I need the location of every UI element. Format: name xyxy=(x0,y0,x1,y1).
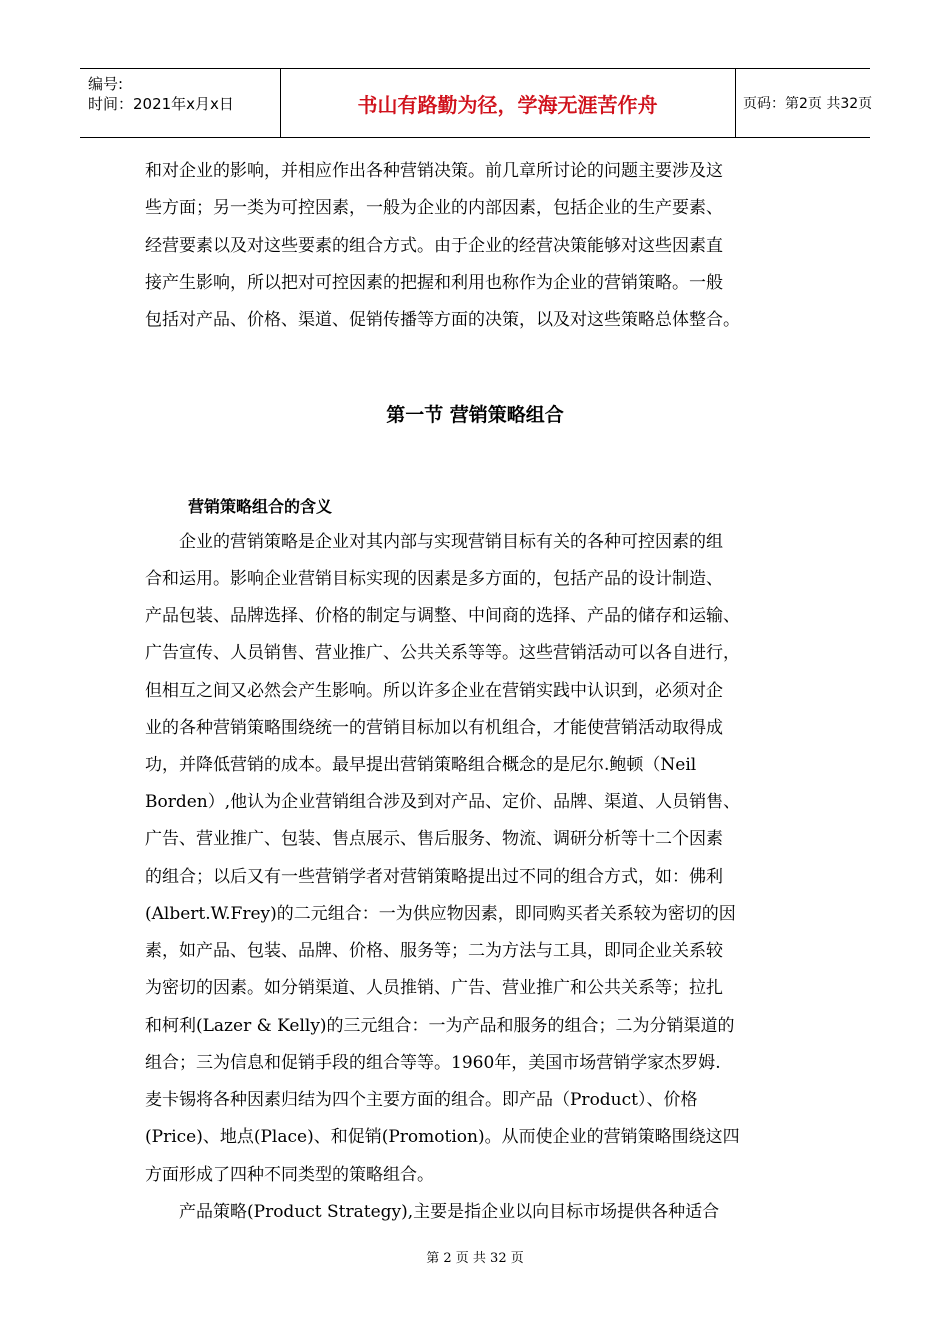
document-time-label: 时间：2021年x月x日 xyxy=(88,95,234,113)
body-line: 合和运用。影响企业营销目标实现的因素是多方面的，包括产品的设计制造、 xyxy=(145,569,723,589)
intro-line: 和对企业的影响，并相应作出各种营销决策。前几章所讨论的问题主要涉及这 xyxy=(145,161,723,181)
body-line: 的组合；以后又有一些营销学者对营销策略提出过不同的组合方式，如：佛利 xyxy=(145,867,723,887)
body-line: 方面形成了四种不同类型的策略组合。 xyxy=(145,1165,434,1185)
body-line: Borden）,他认为企业营销组合涉及到对产品、定价、品牌、渠道、人员销售、 xyxy=(145,792,741,812)
body-line: 产品包装、品牌选择、价格的制定与调整、中间商的选择、产品的储存和运输、 xyxy=(145,606,740,626)
subheading: 营销策略组合的含义 xyxy=(188,497,333,516)
body-line: 企业的营销策略是企业对其内部与实现营销目标有关的各种可控因素的组 xyxy=(145,532,723,552)
intro-line: 些方面；另一类为可控因素，一般为企业的内部因素，包括企业的生产要素、 xyxy=(145,198,723,218)
intro-line: 包括对产品、价格、渠道、促销传播等方面的决策，以及对这些策略总体整合。 xyxy=(145,310,740,330)
body-line: 业的各种营销策略围绕统一的营销目标加以有机组合，才能使营销活动取得成 xyxy=(145,718,723,738)
body-line: 产品策略(Product Strategy),主要是指企业以向目标市场提供各种适合 xyxy=(145,1202,720,1222)
intro-line: 经营要素以及对这些要素的组合方式。由于企业的经营决策能够对这些因素直 xyxy=(145,236,723,256)
body-line: 为密切的因素。如分销渠道、人员推销、广告、营业推广和公共关系等；拉扎 xyxy=(145,978,723,998)
body-line: 但相互之间又必然会产生影响。所以许多企业在营销实践中认识到，必须对企 xyxy=(145,681,723,701)
body-line: 功，并降低营销的成本。最早提出营销策略组合概念的是尼尔.鲍顿（Neil xyxy=(145,755,697,775)
header-motto-cell xyxy=(280,69,736,137)
body-line: 素，如产品、包装、品牌、价格、服务等；二为方法与工具，即同企业关系较 xyxy=(145,941,723,961)
body-line: 组合；三为信息和促销手段的组合等等。1960年，美国市场营销学家杰罗姆. xyxy=(145,1053,721,1073)
body-line: (Price)、地点(Place)、和促销(Promotion)。从而使企业的营销策略围绕这四 xyxy=(145,1127,740,1147)
header-page-info: 页码：第2页 共32页 xyxy=(743,96,873,112)
body-line: 麦卡锡将各种因素归结为四个主要方面的组合。即产品（Product）、价格 xyxy=(145,1090,698,1110)
header-meta-cell xyxy=(80,69,281,137)
header-motto: 书山有路勤为径，学海无涯苦作舟 xyxy=(357,92,658,117)
page-header xyxy=(80,68,873,138)
intro-line: 接产生影响，所以把对可控因素的把握和利用也称作为企业的营销策略。一般 xyxy=(145,273,723,293)
body-line: 广告宣传、人员销售、营业推广、公共关系等等。这些营销活动可以各自进行， xyxy=(145,643,740,663)
section-title: 第一节 营销策略组合 xyxy=(386,404,564,426)
document-number-label: 编号: xyxy=(88,75,124,93)
body-line: 和柯利(Lazer & Kelly)的三元组合：一为产品和服务的组合；二为分销渠道的 xyxy=(145,1016,735,1036)
header-page-cell xyxy=(735,69,873,137)
body-line: 广告、营业推广、包装、售点展示、售后服务、物流、调研分析等十二个因素 xyxy=(145,829,723,849)
body-line: (Albert.W.Frey)的二元组合：一为供应物因素，即同购买者关系较为密切的因 xyxy=(145,904,736,924)
page-footer: 第 2 页 共 32 页 xyxy=(426,1251,524,1266)
